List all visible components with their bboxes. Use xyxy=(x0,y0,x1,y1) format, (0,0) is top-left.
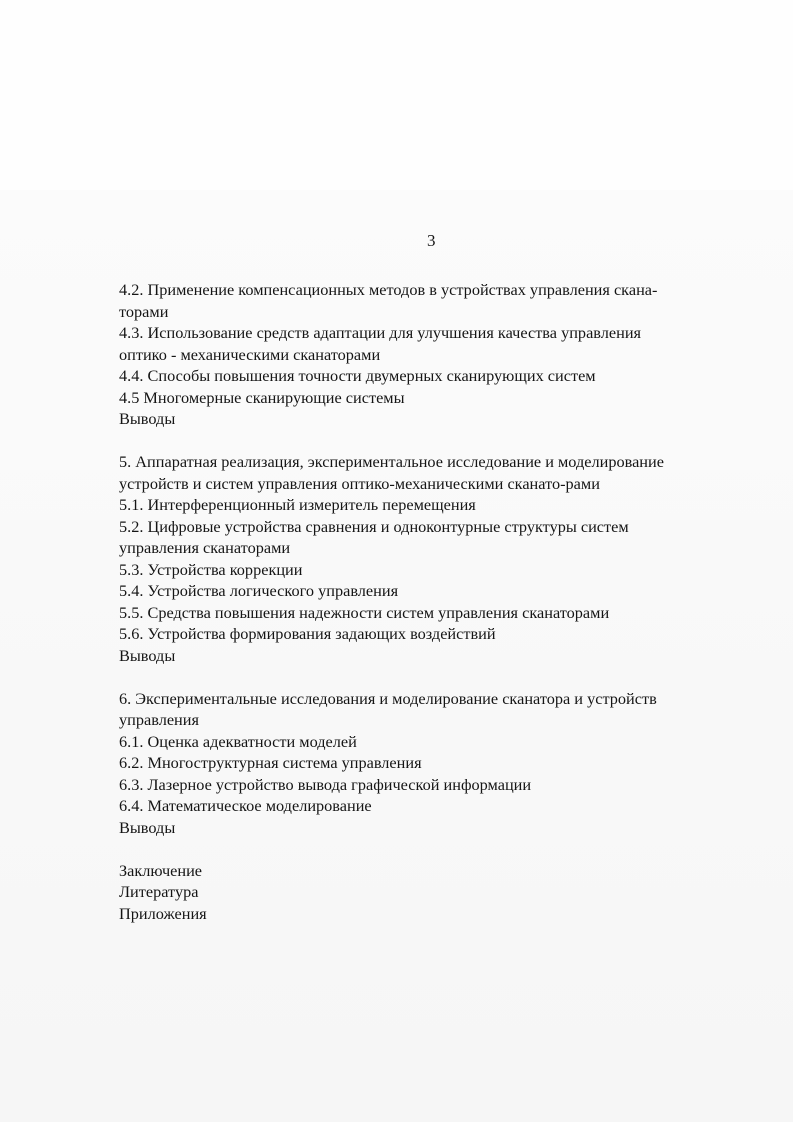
toc-section-4 xyxy=(119,279,759,430)
toc-line: 6.1. Оценка адекватности моделей xyxy=(119,731,357,751)
section-gap xyxy=(119,430,759,452)
toc-line: 6.4. Математическое моделирование xyxy=(119,796,372,815)
toc-line: 6.2. Многоструктурная система управления xyxy=(119,753,422,772)
toc-line: 4.4. Способы повышения точности двумерных сканирующих систем xyxy=(119,366,596,385)
toc-closing xyxy=(119,860,759,925)
toc-line: управления сканаторами xyxy=(119,538,291,557)
section-gap xyxy=(119,838,759,860)
toc-line: торами xyxy=(119,301,169,321)
toc-line: 4.3. Использование средств адаптации для улучшения качества управления xyxy=(119,323,642,342)
toc-line: 5.3. Устройства коррекции xyxy=(119,559,303,579)
toc-line: 5. Аппаратная реализация, экспериментальное исследование и моделирование xyxy=(119,452,664,471)
toc-line: управления xyxy=(119,710,199,729)
toc-line: устройств и систем управления оптико-механическими сканато-рами xyxy=(119,473,600,493)
toc-line: 5.4. Устройства логического управления xyxy=(119,581,399,600)
toc-section-6 xyxy=(119,688,759,839)
toc-line: 5.1. Интерференционный измеритель перемещения xyxy=(119,495,476,514)
toc-line: 4.5 Многомерные сканирующие системы xyxy=(119,387,405,407)
toc-appendices-entry: Приложения xyxy=(119,903,207,923)
toc-line: 4.2. Применение компенсационных методов в устройствах управления скана- xyxy=(119,280,658,299)
section-gap xyxy=(119,666,759,688)
toc-line: 5.6. Устройства формирования задающих воздействий xyxy=(119,624,496,643)
toc-line: 6. Экспериментальные исследования и моделирование сканатора и устройств xyxy=(119,688,657,708)
toc-line: оптико - механическими сканаторами xyxy=(119,344,381,364)
toc-literature-entry: Литература xyxy=(119,882,199,901)
toc-line: 6.3. Лазерное устройство вывода графической информации xyxy=(119,774,532,794)
toc-line: 5.2. Цифровые устройства сравнения и одноконтурные структуры систем xyxy=(119,516,629,536)
toc-line: 5.5. Средства повышения надежности систем управления сканаторами xyxy=(119,602,610,622)
toc-conclusion-entry: Заключение xyxy=(119,860,203,880)
toc-section-5 xyxy=(119,451,759,666)
toc-conclusions: Выводы xyxy=(119,409,176,428)
page-number: 3 xyxy=(427,231,436,250)
toc-conclusions: Выводы xyxy=(119,817,176,837)
table-of-contents xyxy=(119,279,759,924)
toc-conclusions: Выводы xyxy=(119,645,176,665)
